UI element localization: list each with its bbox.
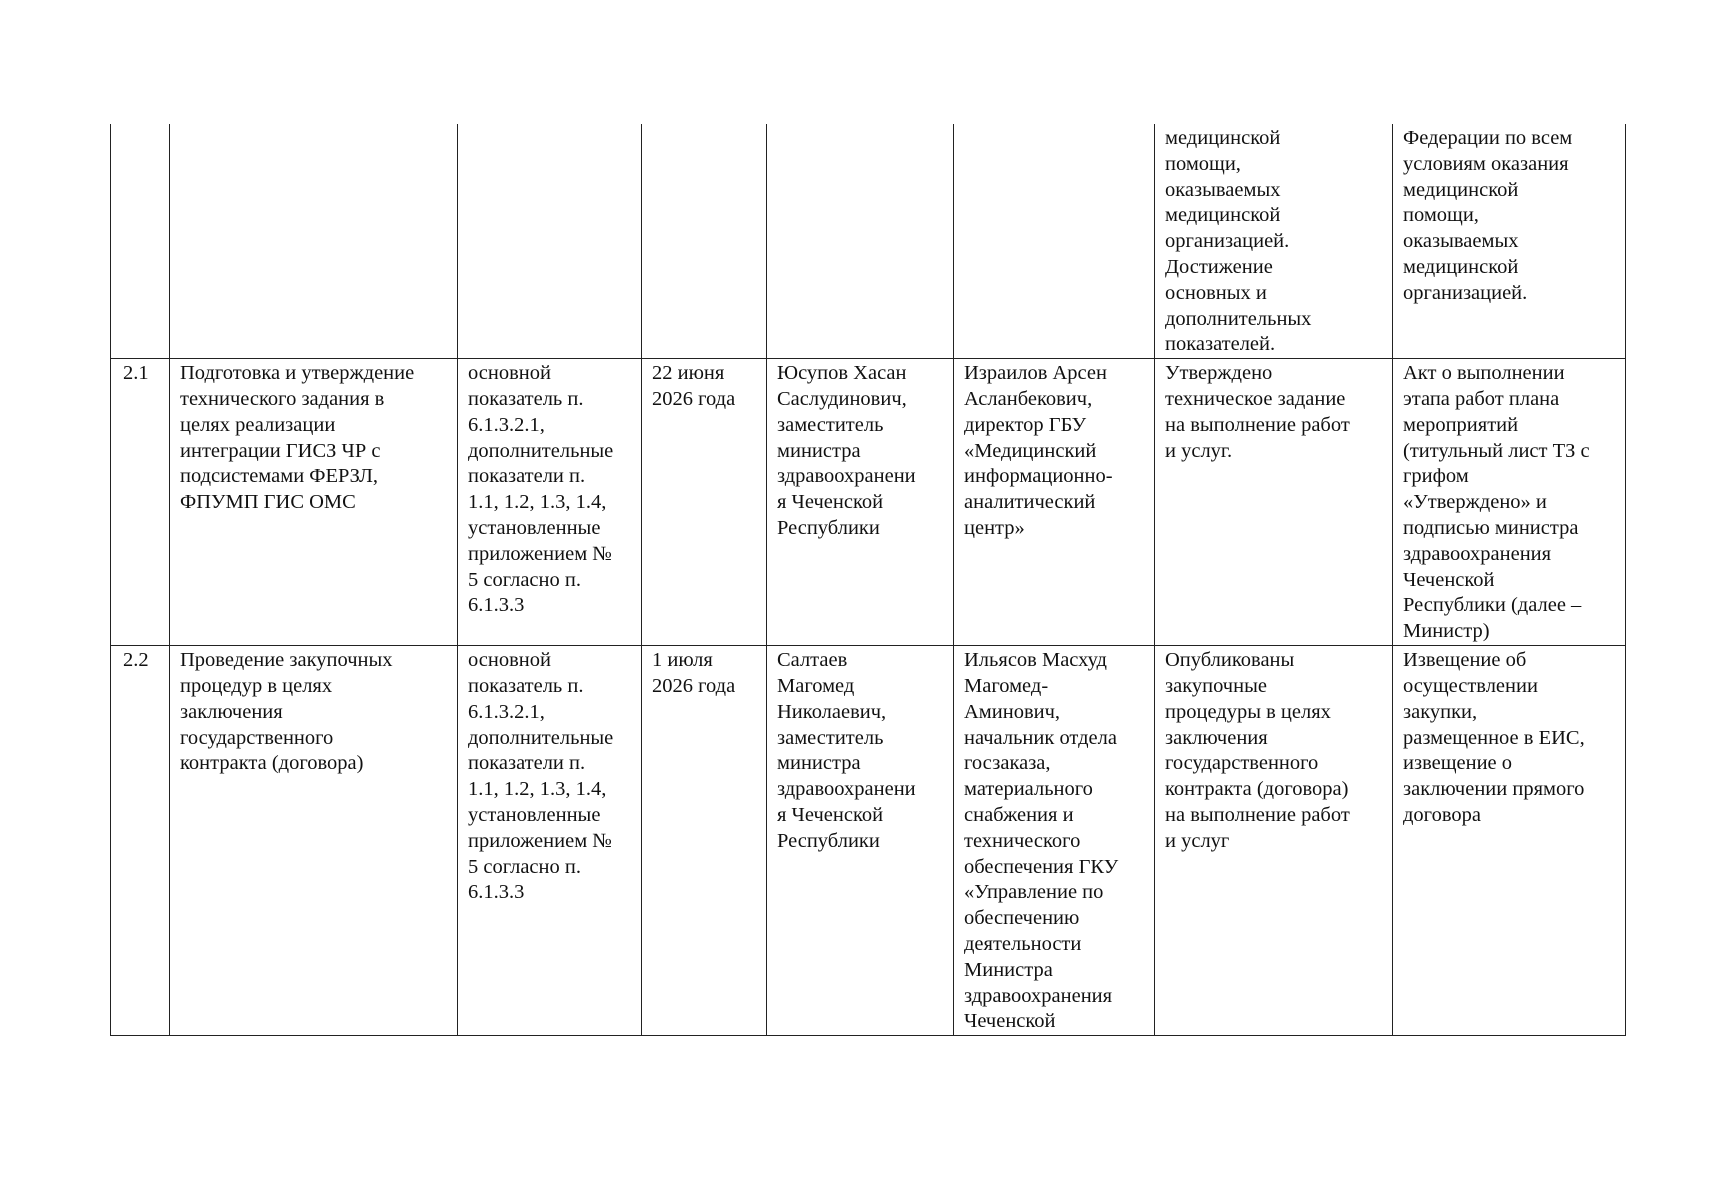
confirming-document-cell: Акт о выполнении этапа работ плана мероприятий (титульный лист ТЗ с грифом «Утверждено» и подписью министра здравоохранения Чеченской Республики (далее – Министр) — [1393, 359, 1626, 646]
result-cell: Опубликованы закупочные процедуры в целях заключения государственного контракта (договора) на выполнение работ и услуг — [1155, 646, 1393, 1036]
deadline-cell: 22 июня 2026 года — [642, 359, 767, 646]
executor-cell: Израилов Арсен Асланбекович, директор ГБУ «Медицинский информационно- аналитический центр» — [954, 359, 1155, 646]
confirming-document-cell: Извещение об осуществлении закупки, размещенное в ЕИС, извещение о заключении прямого договора — [1393, 646, 1626, 1036]
activity-name-cell — [170, 124, 458, 359]
activity-name-cell: Подготовка и утверждение технического задания в целях реализации интеграции ГИСЗ ЧР с подсистемами ФЕРЗЛ, ФПУМП ГИС ОМС — [170, 359, 458, 646]
row-number-cell: 2.2 — [111, 646, 170, 1036]
row-number-cell — [111, 124, 170, 359]
document-page — [110, 124, 1625, 1036]
executor-cell: Ильясов Масхуд Магомед- Аминович, начальник отдела госзаказа, материального снабжения и технического обеспечения ГКУ «Управление по обеспечению деятельности Министра здравоохранения Чеченской — [954, 646, 1155, 1036]
action-plan-table — [110, 124, 1626, 1036]
confirming-document-cell: Федерации по всем условиям оказания медицинской помощи, оказываемых медицинской организацией. — [1393, 124, 1626, 359]
activity-name-cell: Проведение закупочных процедур в целях заключения государственного контракта (договора) — [170, 646, 458, 1036]
deadline-cell: 1 июля 2026 года — [642, 646, 767, 1036]
table-row — [111, 124, 1626, 359]
deadline-cell — [642, 124, 767, 359]
table-row — [111, 646, 1626, 1036]
indicator-cell: основной показатель п. 6.1.3.2.1, дополнительные показатели п. 1.1, 1.2, 1.3, 1.4, установленные приложением № 5 согласно п. 6.1.3.3 — [458, 359, 642, 646]
result-cell: медицинской помощи, оказываемых медицинской организацией. Достижение основных и дополнительных показателей. — [1155, 124, 1393, 359]
responsible-cell — [767, 124, 954, 359]
table-row — [111, 359, 1626, 646]
responsible-cell: Салтаев Магомед Николаевич, заместитель министра здравоохранени я Чеченской Республики — [767, 646, 954, 1036]
executor-cell — [954, 124, 1155, 359]
row-number-cell: 2.1 — [111, 359, 170, 646]
indicator-cell — [458, 124, 642, 359]
indicator-cell: основной показатель п. 6.1.3.2.1, дополнительные показатели п. 1.1, 1.2, 1.3, 1.4, установленные приложением № 5 согласно п. 6.1.3.3 — [458, 646, 642, 1036]
responsible-cell: Юсупов Хасан Саслудинович, заместитель министра здравоохранени я Чеченской Республики — [767, 359, 954, 646]
result-cell: Утверждено техническое задание на выполнение работ и услуг. — [1155, 359, 1393, 646]
